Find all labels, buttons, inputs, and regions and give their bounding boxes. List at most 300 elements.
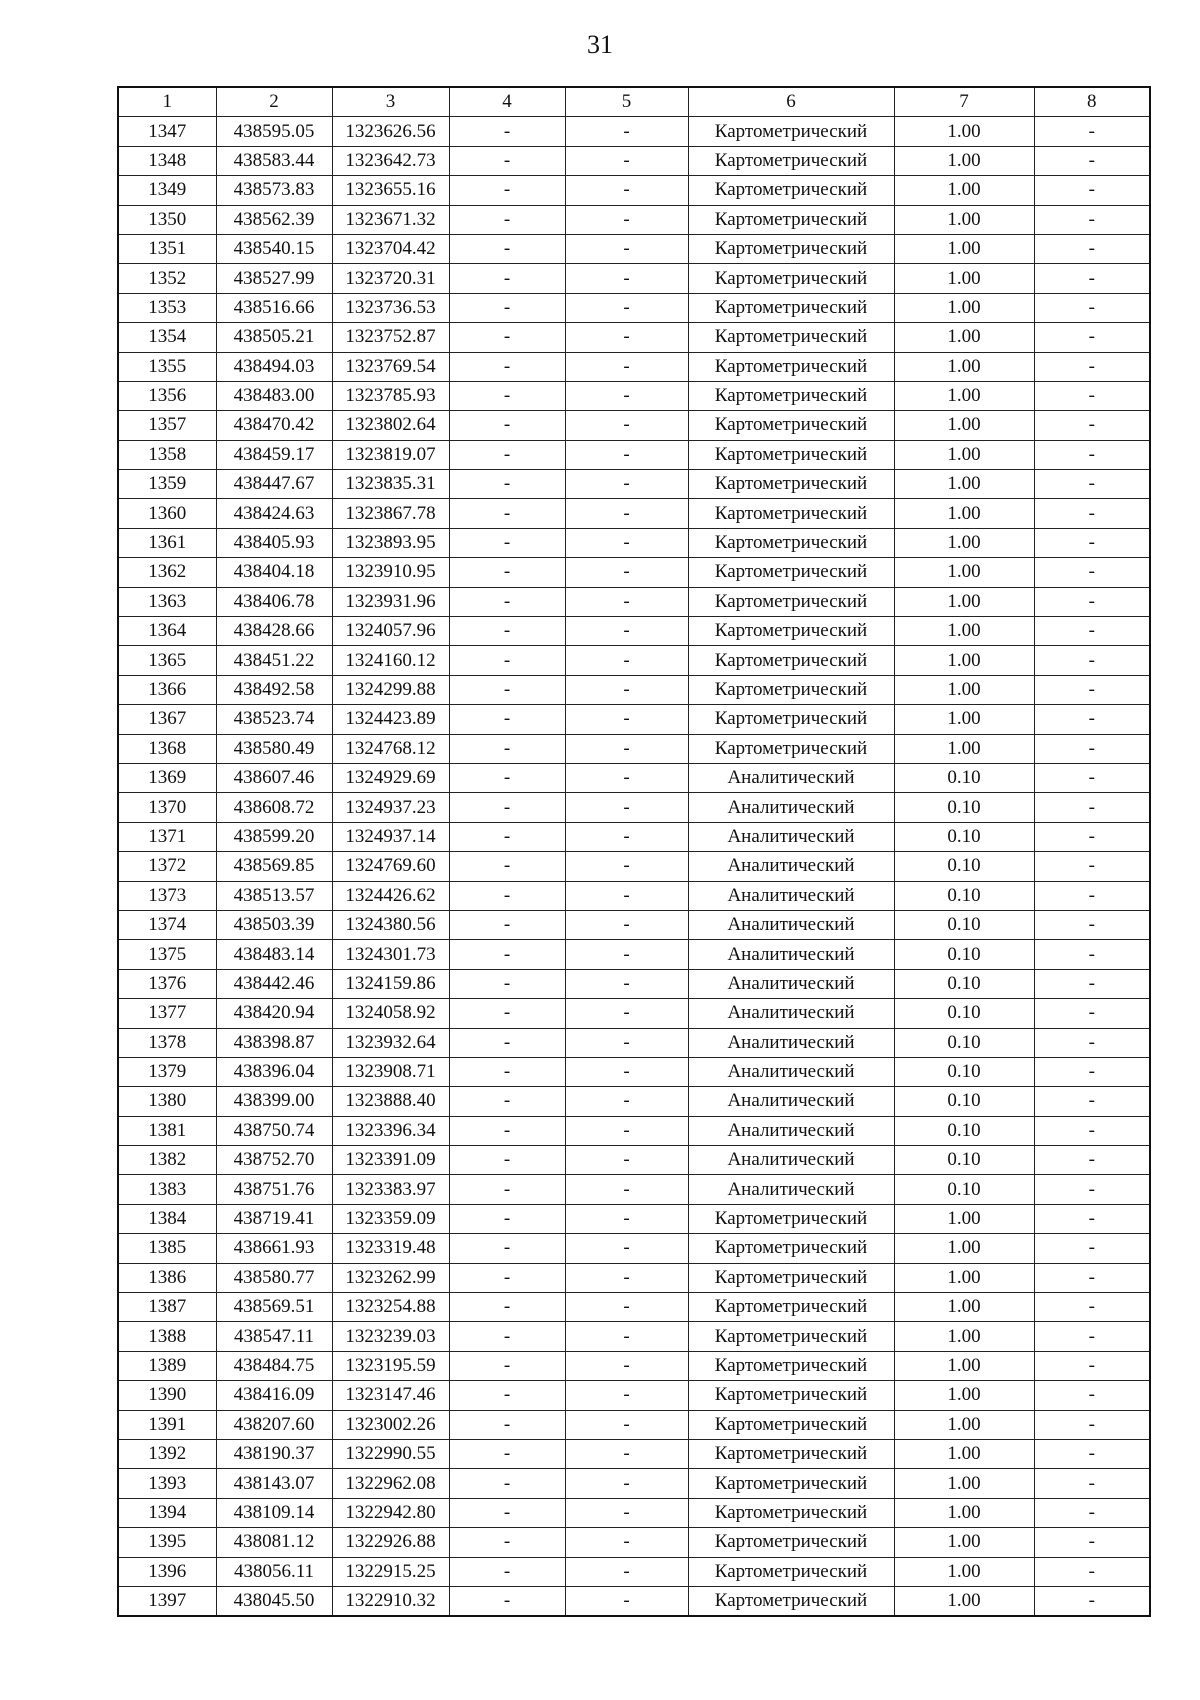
table-cell-col-8: - [1034,1498,1150,1527]
column-header-4: 4 [449,87,565,117]
table-cell-col-2: 438494.03 [216,352,332,381]
table-row [118,1204,1150,1233]
table-cell-col-3: 1323867.78 [332,499,449,528]
table-cell-col-2: 438569.85 [216,852,332,881]
table-cell-col-4: - [449,1410,565,1439]
table-cell-col-1: 1362 [118,558,216,587]
table-cell-col-7: 1.00 [894,264,1034,293]
table-cell-col-8: - [1034,763,1150,792]
table-cell-col-5: - [565,1381,688,1410]
table-row [118,146,1150,175]
table-cell-col-3: 1323888.40 [332,1087,449,1116]
table-cell-col-2: 438751.76 [216,1175,332,1204]
table-cell-col-6: Аналитический [688,1116,894,1145]
table-cell-col-8: - [1034,1439,1150,1468]
table-cell-col-8: - [1034,675,1150,704]
table-cell-col-8: - [1034,1116,1150,1145]
table-cell-col-3: 1323655.16 [332,176,449,205]
table-cell-col-3: 1323319.48 [332,1234,449,1263]
table-cell-col-2: 438562.39 [216,205,332,234]
table-cell-col-7: 1.00 [894,1528,1034,1557]
table-cell-col-5: - [565,470,688,499]
table-cell-col-5: - [565,1586,688,1616]
table-cell-col-7: 0.10 [894,763,1034,792]
table-cell-col-2: 438045.50 [216,1586,332,1616]
table-cell-col-2: 438399.00 [216,1087,332,1116]
table-cell-col-8: - [1034,646,1150,675]
table-cell-col-7: 1.00 [894,1439,1034,1468]
table-cell-col-4: - [449,1293,565,1322]
table-row [118,675,1150,704]
table-cell-col-3: 1324058.92 [332,999,449,1028]
table-cell-col-7: 1.00 [894,587,1034,616]
table-cell-col-1: 1379 [118,1057,216,1086]
table-cell-col-2: 438580.77 [216,1263,332,1292]
table-cell-col-6: Картометрический [688,234,894,263]
table-cell-col-4: - [449,1146,565,1175]
table-cell-col-7: 0.10 [894,1116,1034,1145]
table-cell-col-5: - [565,1234,688,1263]
table-cell-col-1: 1381 [118,1116,216,1145]
table-cell-col-5: - [565,205,688,234]
table-cell-col-8: - [1034,558,1150,587]
table-cell-col-3: 1323239.03 [332,1322,449,1351]
table-cell-col-2: 438447.67 [216,470,332,499]
table-row [118,793,1150,822]
table-cell-col-5: - [565,1057,688,1086]
table-cell-col-4: - [449,440,565,469]
table-cell-col-5: - [565,1293,688,1322]
table-cell-col-5: - [565,1351,688,1380]
table-cell-col-7: 1.00 [894,1586,1034,1616]
table-cell-col-4: - [449,1087,565,1116]
table-cell-col-2: 438428.66 [216,617,332,646]
table-cell-col-2: 438396.04 [216,1057,332,1086]
table-cell-col-8: - [1034,528,1150,557]
table-cell-col-4: - [449,1263,565,1292]
table-cell-col-8: - [1034,1263,1150,1292]
table-cell-col-6: Картометрический [688,558,894,587]
table-cell-col-1: 1393 [118,1469,216,1498]
table-cell-col-4: - [449,352,565,381]
table-cell-col-7: 0.10 [894,1087,1034,1116]
table-cell-col-1: 1361 [118,528,216,557]
table-cell-col-8: - [1034,234,1150,263]
table-cell-col-8: - [1034,940,1150,969]
table-cell-col-8: - [1034,440,1150,469]
table-row [118,558,1150,587]
table-cell-col-6: Картометрический [688,617,894,646]
table-cell-col-2: 438459.17 [216,440,332,469]
table-cell-col-1: 1380 [118,1087,216,1116]
table-cell-col-8: - [1034,293,1150,322]
table-cell-col-5: - [565,999,688,1028]
column-header-6: 6 [688,87,894,117]
table-cell-col-5: - [565,1469,688,1498]
table-cell-col-1: 1369 [118,763,216,792]
table-cell-col-3: 1323642.73 [332,146,449,175]
table-cell-col-7: 1.00 [894,1263,1034,1292]
table-row [118,1263,1150,1292]
table-cell-col-6: Картометрический [688,1293,894,1322]
table-cell-col-3: 1323254.88 [332,1293,449,1322]
table-cell-col-6: Картометрический [688,1351,894,1380]
table-cell-col-7: 0.10 [894,793,1034,822]
table-row [118,999,1150,1028]
table-cell-col-7: 1.00 [894,1293,1034,1322]
table-cell-col-6: Картометрический [688,528,894,557]
table-cell-col-6: Аналитический [688,1175,894,1204]
table-cell-col-3: 1323671.32 [332,205,449,234]
table-cell-col-5: - [565,176,688,205]
table-cell-col-1: 1368 [118,734,216,763]
table-cell-col-5: - [565,675,688,704]
table-cell-col-8: - [1034,1293,1150,1322]
table-cell-col-4: - [449,234,565,263]
table-cell-col-4: - [449,822,565,851]
table-cell-col-5: - [565,1557,688,1586]
table-cell-col-8: - [1034,205,1150,234]
table-cell-col-7: 1.00 [894,176,1034,205]
table-cell-col-4: - [449,1381,565,1410]
table-row [118,1498,1150,1527]
table-cell-col-1: 1347 [118,117,216,146]
table-cell-col-1: 1360 [118,499,216,528]
table-row [118,1469,1150,1498]
table-cell-col-3: 1323195.59 [332,1351,449,1380]
table-row [118,1322,1150,1351]
table-cell-col-3: 1322910.32 [332,1586,449,1616]
table-cell-col-1: 1355 [118,352,216,381]
table-cell-col-7: 1.00 [894,411,1034,440]
table-cell-col-1: 1391 [118,1410,216,1439]
table-cell-col-1: 1389 [118,1351,216,1380]
table-cell-col-2: 438595.05 [216,117,332,146]
table-cell-col-7: 1.00 [894,381,1034,410]
table-row [118,734,1150,763]
table-cell-col-4: - [449,852,565,881]
table-cell-col-6: Картометрический [688,1498,894,1527]
table-cell-col-6: Картометрический [688,1263,894,1292]
table-cell-col-1: 1352 [118,264,216,293]
table-row [118,528,1150,557]
table-cell-col-4: - [449,646,565,675]
table-cell-col-6: Картометрический [688,587,894,616]
table-row [118,763,1150,792]
table-row [118,1557,1150,1586]
table-cell-col-7: 0.10 [894,1146,1034,1175]
table-cell-col-2: 438516.66 [216,293,332,322]
table-cell-col-3: 1323626.56 [332,117,449,146]
table-cell-col-1: 1386 [118,1263,216,1292]
table-cell-col-4: - [449,881,565,910]
table-cell-col-1: 1388 [118,1322,216,1351]
table-cell-col-2: 438190.37 [216,1439,332,1468]
table-cell-col-3: 1323931.96 [332,587,449,616]
table-row [118,969,1150,998]
table-cell-col-3: 1324159.86 [332,969,449,998]
table-cell-col-4: - [449,117,565,146]
table-cell-col-8: - [1034,1146,1150,1175]
table-cell-col-2: 438583.44 [216,146,332,175]
table-cell-col-7: 1.00 [894,293,1034,322]
table-cell-col-4: - [449,705,565,734]
table-cell-col-4: - [449,1057,565,1086]
table-cell-col-8: - [1034,323,1150,352]
table-cell-col-8: - [1034,1351,1150,1380]
table-cell-col-1: 1383 [118,1175,216,1204]
table-cell-col-4: - [449,969,565,998]
table-cell-col-7: 1.00 [894,1557,1034,1586]
table-cell-col-4: - [449,528,565,557]
table-row [118,1234,1150,1263]
table-cell-col-6: Картометрический [688,176,894,205]
table-cell-col-8: - [1034,352,1150,381]
table-cell-col-1: 1358 [118,440,216,469]
table-cell-col-1: 1373 [118,881,216,910]
table-cell-col-6: Картометрический [688,499,894,528]
table-cell-col-2: 438750.74 [216,1116,332,1145]
table-cell-col-7: 1.00 [894,1381,1034,1410]
table-row [118,411,1150,440]
table-cell-col-7: 1.00 [894,234,1034,263]
table-cell-col-7: 1.00 [894,146,1034,175]
table-cell-col-8: - [1034,1204,1150,1233]
table-cell-col-5: - [565,1263,688,1292]
table-cell-col-3: 1323908.71 [332,1057,449,1086]
table-cell-col-6: Аналитический [688,969,894,998]
table-row [118,1351,1150,1380]
table-cell-col-8: - [1034,617,1150,646]
table-cell-col-3: 1323262.99 [332,1263,449,1292]
table-row [118,1410,1150,1439]
table-cell-col-6: Аналитический [688,1028,894,1057]
table-cell-col-1: 1348 [118,146,216,175]
table-cell-col-2: 438573.83 [216,176,332,205]
table-cell-col-2: 438109.14 [216,1498,332,1527]
table-cell-col-1: 1350 [118,205,216,234]
table-cell-col-6: Аналитический [688,940,894,969]
table-cell-col-8: - [1034,910,1150,939]
table-cell-col-4: - [449,411,565,440]
table-cell-col-7: 1.00 [894,440,1034,469]
table-cell-col-1: 1372 [118,852,216,881]
table-cell-col-3: 1323002.26 [332,1410,449,1439]
table-cell-col-4: - [449,1439,565,1468]
table-row [118,1528,1150,1557]
table-cell-col-5: - [565,969,688,998]
table-cell-col-8: - [1034,793,1150,822]
table-cell-col-4: - [449,675,565,704]
table-cell-col-2: 438470.42 [216,411,332,440]
table-cell-col-6: Аналитический [688,1146,894,1175]
table-cell-col-6: Картометрический [688,1381,894,1410]
table-cell-col-8: - [1034,264,1150,293]
table-row [118,381,1150,410]
table-cell-col-6: Картометрический [688,352,894,381]
table-cell-col-6: Аналитический [688,1057,894,1086]
table-row [118,910,1150,939]
table-cell-col-1: 1394 [118,1498,216,1527]
table-cell-col-5: - [565,1498,688,1527]
table-cell-col-7: 0.10 [894,881,1034,910]
table-cell-col-4: - [449,381,565,410]
table-cell-col-4: - [449,587,565,616]
table-cell-col-3: 1322990.55 [332,1439,449,1468]
table-cell-col-8: - [1034,1234,1150,1263]
table-cell-col-7: 0.10 [894,822,1034,851]
table-cell-col-4: - [449,1557,565,1586]
table-cell-col-1: 1357 [118,411,216,440]
table-cell-col-5: - [565,528,688,557]
table-cell-col-7: 0.10 [894,1028,1034,1057]
table-cell-col-4: - [449,146,565,175]
table-cell-col-1: 1349 [118,176,216,205]
table-row [118,470,1150,499]
table-cell-col-3: 1324937.14 [332,822,449,851]
table-cell-col-1: 1395 [118,1528,216,1557]
table-cell-col-4: - [449,910,565,939]
table-cell-col-1: 1351 [118,234,216,263]
table-cell-col-2: 438424.63 [216,499,332,528]
table-cell-col-4: - [449,1469,565,1498]
table-row [118,881,1150,910]
table-row [118,646,1150,675]
table-cell-col-5: - [565,822,688,851]
table-cell-col-8: - [1034,969,1150,998]
table-cell-col-6: Картометрический [688,705,894,734]
table-cell-col-1: 1356 [118,381,216,410]
table-cell-col-3: 1322942.80 [332,1498,449,1527]
table-cell-col-6: Картометрический [688,1410,894,1439]
coordinates-table [117,86,1151,1617]
table-cell-col-7: 1.00 [894,352,1034,381]
table-cell-col-7: 0.10 [894,1057,1034,1086]
table-cell-col-1: 1384 [118,1204,216,1233]
table-cell-col-3: 1323819.07 [332,440,449,469]
table-cell-col-5: - [565,352,688,381]
table-cell-col-5: - [565,264,688,293]
table-cell-col-4: - [449,293,565,322]
table-cell-col-8: - [1034,1557,1150,1586]
table-cell-col-5: - [565,617,688,646]
table-cell-col-8: - [1034,1175,1150,1204]
table-cell-col-2: 438569.51 [216,1293,332,1322]
table-cell-col-6: Аналитический [688,881,894,910]
table-row [118,176,1150,205]
table-cell-col-4: - [449,999,565,1028]
table-cell-col-5: - [565,499,688,528]
table-body [118,117,1150,1616]
table-cell-col-2: 438505.21 [216,323,332,352]
table-cell-col-7: 1.00 [894,558,1034,587]
table-cell-col-3: 1324299.88 [332,675,449,704]
table-cell-col-3: 1323359.09 [332,1204,449,1233]
table-cell-col-7: 1.00 [894,1498,1034,1527]
table-cell-col-3: 1323785.93 [332,381,449,410]
table-cell-col-7: 1.00 [894,1204,1034,1233]
table-cell-col-6: Картометрический [688,440,894,469]
table-cell-col-5: - [565,1439,688,1468]
table-cell-col-3: 1323932.64 [332,1028,449,1057]
table-row [118,1087,1150,1116]
table-cell-col-2: 438081.12 [216,1528,332,1557]
table-cell-col-7: 0.10 [894,1175,1034,1204]
table-cell-col-4: - [449,323,565,352]
table-cell-col-2: 438661.93 [216,1234,332,1263]
table-cell-col-7: 1.00 [894,323,1034,352]
table-row [118,940,1150,969]
table-cell-col-8: - [1034,117,1150,146]
table-cell-col-3: 1323147.46 [332,1381,449,1410]
table-cell-col-8: - [1034,999,1150,1028]
table-row [118,117,1150,146]
table-cell-col-1: 1375 [118,940,216,969]
table-cell-col-6: Картометрический [688,1234,894,1263]
table-cell-col-8: - [1034,499,1150,528]
table-cell-col-6: Картометрический [688,734,894,763]
table-row [118,705,1150,734]
table-cell-col-8: - [1034,852,1150,881]
table-cell-col-8: - [1034,587,1150,616]
table-cell-col-7: 1.00 [894,528,1034,557]
table-cell-col-2: 438484.75 [216,1351,332,1380]
table-cell-col-2: 438599.20 [216,822,332,851]
table-cell-col-3: 1324768.12 [332,734,449,763]
table-cell-col-4: - [449,1351,565,1380]
table-cell-col-4: - [449,1028,565,1057]
table-cell-col-6: Картометрический [688,117,894,146]
table-cell-col-7: 1.00 [894,205,1034,234]
table-cell-col-8: - [1034,1057,1150,1086]
table-cell-col-2: 438416.09 [216,1381,332,1410]
table-cell-col-2: 438405.93 [216,528,332,557]
table-cell-col-8: - [1034,1087,1150,1116]
column-header-5: 5 [565,87,688,117]
table-cell-col-7: 1.00 [894,1234,1034,1263]
table-cell-col-4: - [449,940,565,969]
table-cell-col-5: - [565,910,688,939]
table-cell-col-1: 1359 [118,470,216,499]
page-number: 31 [587,30,613,59]
table-cell-col-6: Аналитический [688,763,894,792]
table-cell-col-1: 1396 [118,1557,216,1586]
table-cell-col-1: 1363 [118,587,216,616]
table-row [118,440,1150,469]
table-cell-col-5: - [565,705,688,734]
table-cell-col-8: - [1034,1528,1150,1557]
table-cell-col-8: - [1034,705,1150,734]
table-cell-col-2: 438547.11 [216,1322,332,1351]
table-cell-col-5: - [565,293,688,322]
table-row [118,264,1150,293]
table-cell-col-5: - [565,411,688,440]
table-cell-col-5: - [565,234,688,263]
table-row [118,617,1150,646]
table-cell-col-2: 438752.70 [216,1146,332,1175]
table-cell-col-2: 438527.99 [216,264,332,293]
table-cell-col-3: 1324160.12 [332,646,449,675]
table-cell-col-8: - [1034,1586,1150,1616]
table-cell-col-8: - [1034,734,1150,763]
table-cell-col-1: 1376 [118,969,216,998]
table-cell-col-3: 1323720.31 [332,264,449,293]
table-cell-col-7: 1.00 [894,1410,1034,1439]
table-cell-col-3: 1323396.34 [332,1116,449,1145]
table-cell-col-6: Картометрический [688,411,894,440]
table-row [118,499,1150,528]
table-cell-col-2: 438483.14 [216,940,332,969]
